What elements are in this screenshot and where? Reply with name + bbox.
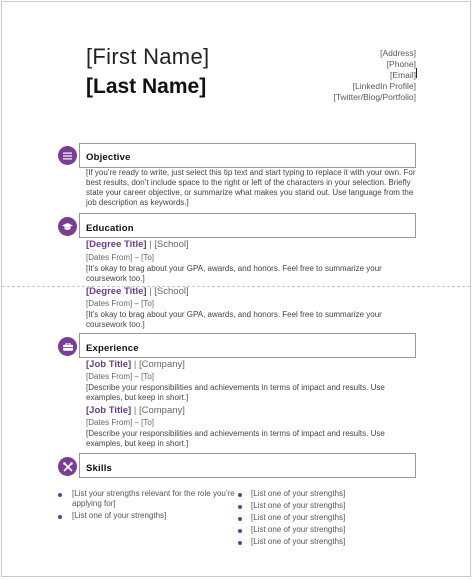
first-name[interactable]: [First Name] (86, 44, 210, 69)
last-name[interactable] (86, 75, 206, 99)
contact-email[interactable]: [Email] (390, 70, 416, 80)
skill-bullet (238, 517, 242, 521)
page-break-line (2, 286, 470, 287)
skill-right-4[interactable]: [List one of your strengths] (251, 525, 346, 534)
experience-entry-1-title[interactable] (86, 359, 185, 370)
briefcase-icon (58, 337, 77, 356)
skill-right-1[interactable]: [List one of your strengths] (251, 489, 346, 498)
skill-bullet (238, 505, 242, 509)
experience-entry-2-desc[interactable]: [Describe your responsibilities and achievements in terms of impact and results. Use examples, but keep in short.] (86, 429, 385, 448)
company-name: [Company] (138, 405, 185, 416)
skill-right-2[interactable]: [List one of your strengths] (251, 501, 346, 510)
skill-bullet (58, 493, 62, 497)
experience-entry-2-dates[interactable]: [Dates From] – [To] (86, 418, 155, 427)
tools-icon (58, 457, 77, 476)
skill-bullet (238, 493, 242, 497)
last-name-text: [Last Name] (86, 75, 207, 98)
contact-linkedin[interactable]: [LinkedIn Profile] (352, 81, 416, 91)
skill-right-3[interactable]: [List one of your strengths] (251, 513, 346, 522)
list-icon (58, 146, 77, 165)
experience-heading: Experience (86, 343, 139, 354)
school-name: [School] (154, 286, 189, 297)
objective-text[interactable]: [If you’re ready to write, just select this tip text and start typing to replace it with your own. For best results, don’t include space to the right or left of the characters in your selection. Briefly state your career objective, or summarize what makes you stand out. Use language from the job description as keywords.] (86, 168, 416, 207)
objective-heading: Objective (86, 152, 131, 163)
experience-entry-2-title[interactable] (86, 405, 185, 416)
separator: | (133, 405, 137, 416)
experience-entry-1-desc[interactable]: [Describe your responsibilities and achievements in terms of impact and results. Use examples, but keep in short.] (86, 383, 385, 402)
separator: | (133, 359, 137, 370)
skill-left-1[interactable]: [List your strengths relevant for the role you’re applying for] (72, 489, 235, 508)
experience-entry-1-dates[interactable]: [Dates From] – [To] (86, 372, 155, 381)
company-name: [Company] (138, 359, 185, 370)
skills-heading: Skills (86, 463, 113, 474)
contact-twitter[interactable]: [Twitter/Blog/Portfolio] (333, 92, 416, 102)
skills-heading-bar (79, 453, 416, 478)
skill-left-2[interactable]: [List one of your strengths] (72, 511, 167, 520)
skill-bullet (58, 515, 62, 519)
education-entry-2-dates[interactable]: [Dates From] – [To] (86, 299, 155, 308)
skill-bullet (238, 541, 242, 545)
education-entry-1-dates[interactable]: [Dates From] – [To] (86, 253, 155, 262)
contact-block (333, 48, 416, 103)
graduation-cap-icon (58, 217, 77, 236)
separator: | (149, 286, 152, 297)
degree-title: [Degree Title] (86, 239, 147, 250)
skill-right-5[interactable]: [List one of your strengths] (251, 537, 346, 546)
separator: | (149, 239, 152, 250)
skill-bullet (238, 529, 242, 533)
job-title: [Job Title] (86, 359, 132, 370)
education-entry-1-desc[interactable]: [It’s okay to brag about your GPA, awards, and honors. Feel free to summarize your coursework too.] (86, 264, 382, 283)
school-name: [School] (154, 239, 189, 250)
contact-phone[interactable]: [Phone] (386, 59, 416, 69)
text-cursor (416, 68, 417, 78)
education-entry-1-title[interactable] (86, 239, 189, 250)
contact-address[interactable]: [Address] (380, 48, 416, 58)
education-entry-2-title[interactable] (86, 286, 189, 297)
degree-title: [Degree Title] (86, 286, 147, 297)
job-title: [Job Title] (86, 405, 132, 416)
education-heading: Education (86, 223, 134, 234)
education-entry-2-desc[interactable]: [It’s okay to brag about your GPA, awards, and honors. Feel free to summarize your coursework too.] (86, 310, 382, 329)
